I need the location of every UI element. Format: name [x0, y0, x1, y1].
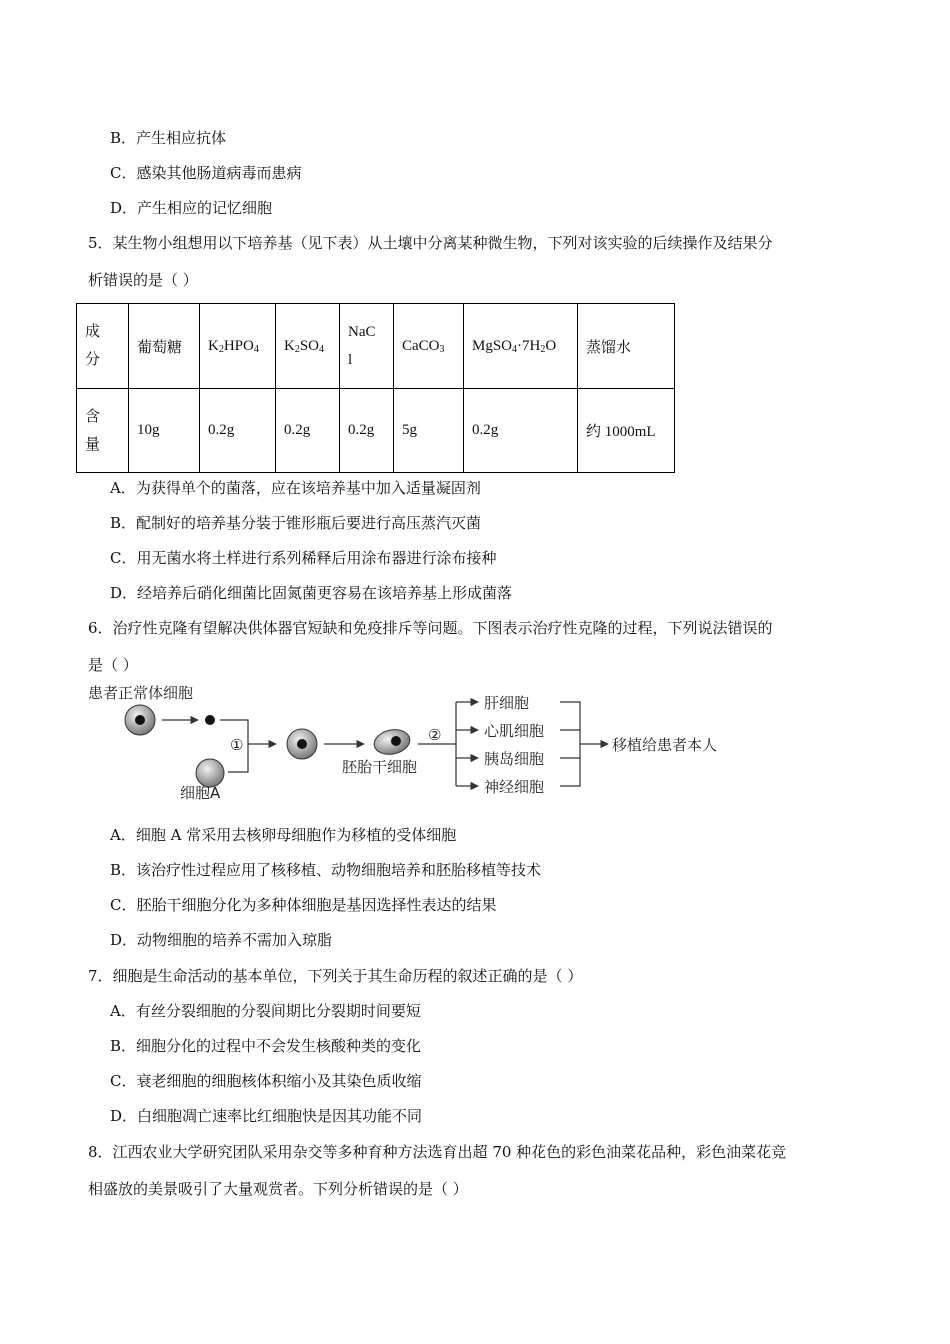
patient-cell-icon — [125, 705, 155, 735]
embryonic-stem-cell-icon — [372, 727, 412, 758]
cell-nacl: NaC l — [340, 304, 394, 389]
q5-option-c: C．用无菌水将土样进行系列稀释后用涂布器进行涂布接种 — [110, 549, 497, 567]
cell-amount: 0.2g — [200, 389, 276, 473]
q7-stem: 7．细胞是生命活动的基本单位，下列关于其生命历程的叙述正确的是（ ） — [88, 967, 583, 985]
q7-option-b: B．细胞分化的过程中不会发生核酸种类的变化 — [110, 1037, 422, 1055]
label-esc: 胚胎干细胞 — [342, 758, 418, 776]
label-liver-cell: 肝细胞 — [484, 694, 530, 712]
q7-option-d: D．白细胞凋亡速率比红细胞快是因其功能不同 — [110, 1107, 423, 1125]
label-cell-a: 细胞A — [180, 784, 221, 802]
q4-option-d: D．产生相应的记忆细胞 — [110, 199, 273, 217]
label-nerve-cell: 神经细胞 — [484, 778, 545, 796]
q5-stem-line2: 析错误的是（ ） — [88, 271, 198, 289]
cell-amount: 约 1000mL — [578, 389, 675, 473]
cell-k2so4: $K_2SO_4$ — [276, 304, 340, 389]
q4-option-b: B．产生相应抗体 — [110, 129, 227, 147]
cell-a-icon — [196, 759, 224, 787]
culture-medium-table — [76, 303, 675, 473]
label-patient-cell: 患者正常体细胞 — [88, 684, 194, 702]
table-row-components — [77, 304, 675, 389]
q5-option-a: A．为获得单个的菌落，应在该培养基中加入适量凝固剂 — [110, 479, 481, 497]
cell-caco3: CaCO$_3$ — [394, 304, 464, 389]
cell-amount: 0.2g — [276, 389, 340, 473]
merge-line — [560, 702, 580, 786]
table-header-label: 成 分 — [77, 304, 129, 389]
q8-stem-line2: 相盛放的美景吸引了大量观赏者。下列分析错误的是（ ） — [88, 1180, 468, 1198]
q6-stem-line2: 是（ ） — [88, 656, 138, 674]
q5-option-b: B．配制好的培养基分装于锥形瓶后要进行高压蒸汽灭菌 — [110, 514, 482, 532]
nucleus-icon — [205, 715, 215, 725]
table-row-label: 含 量 — [77, 389, 129, 473]
q6-option-b: B．该治疗性过程应用了核移植、动物细胞培养和胚胎移植等技术 — [110, 861, 542, 879]
q7-option-a: A．有丝分裂细胞的分裂间期比分裂期时间要短 — [110, 1002, 421, 1020]
label-step2: ② — [428, 726, 442, 744]
cell-mgso4: $MgSO_4\cdot 7H_2O$ — [464, 304, 578, 389]
label-transplant: 移植给患者本人 — [612, 736, 718, 754]
label-step1: ① — [230, 736, 244, 754]
cell-amount: 0.2g — [340, 389, 394, 473]
label-heart-cell: 心肌细胞 — [484, 722, 545, 740]
cell-amount: 5g — [394, 389, 464, 473]
q7-option-c: C．衰老细胞的细胞核体积缩小及其染色质收缩 — [110, 1072, 422, 1090]
label-islet-cell: 胰岛细胞 — [484, 750, 545, 768]
reconstructed-cell-icon — [287, 729, 317, 759]
cell-water: 蒸馏水 — [578, 304, 675, 389]
q6-option-c: C．胚胎干细胞分化为多种体细胞是基因选择性表达的结果 — [110, 896, 497, 914]
cell-amount: 10g — [129, 389, 200, 473]
cell-amount: 0.2g — [464, 389, 578, 473]
cell-glucose: 葡萄糖 — [129, 304, 200, 389]
therapeutic-cloning-diagram — [80, 680, 770, 810]
cell-k2hpo4: $K_2HPO_4$ — [200, 304, 276, 389]
table-row-amounts — [77, 389, 675, 473]
q6-stem-line1: 6．治疗性克隆有望解决供体器官短缺和免疫排斥等问题。下图表示治疗性克隆的过程，下列说法错误的 — [88, 619, 773, 637]
q4-option-c: C．感染其他肠道病毒而患病 — [110, 164, 302, 182]
q5-option-d: D．经培养后硝化细菌比固氮菌更容易在该培养基上形成菌落 — [110, 584, 513, 602]
q6-option-a: A．细胞 A 常采用去核卵母细胞作为移植的受体细胞 — [110, 826, 457, 844]
q6-option-d: D．动物细胞的培养不需加入琼脂 — [110, 931, 333, 949]
q8-stem-line1: 8．江西农业大学研究团队采用杂交等多种育种方法选育出超 70 种花色的彩色油菜花品种，彩色油菜花竞 — [88, 1143, 787, 1161]
q5-stem-line1: 5．某生物小组想用以下培养基（见下表）从土壤中分离某种微生物，下列对该实验的后续操作及结果分 — [88, 234, 773, 252]
